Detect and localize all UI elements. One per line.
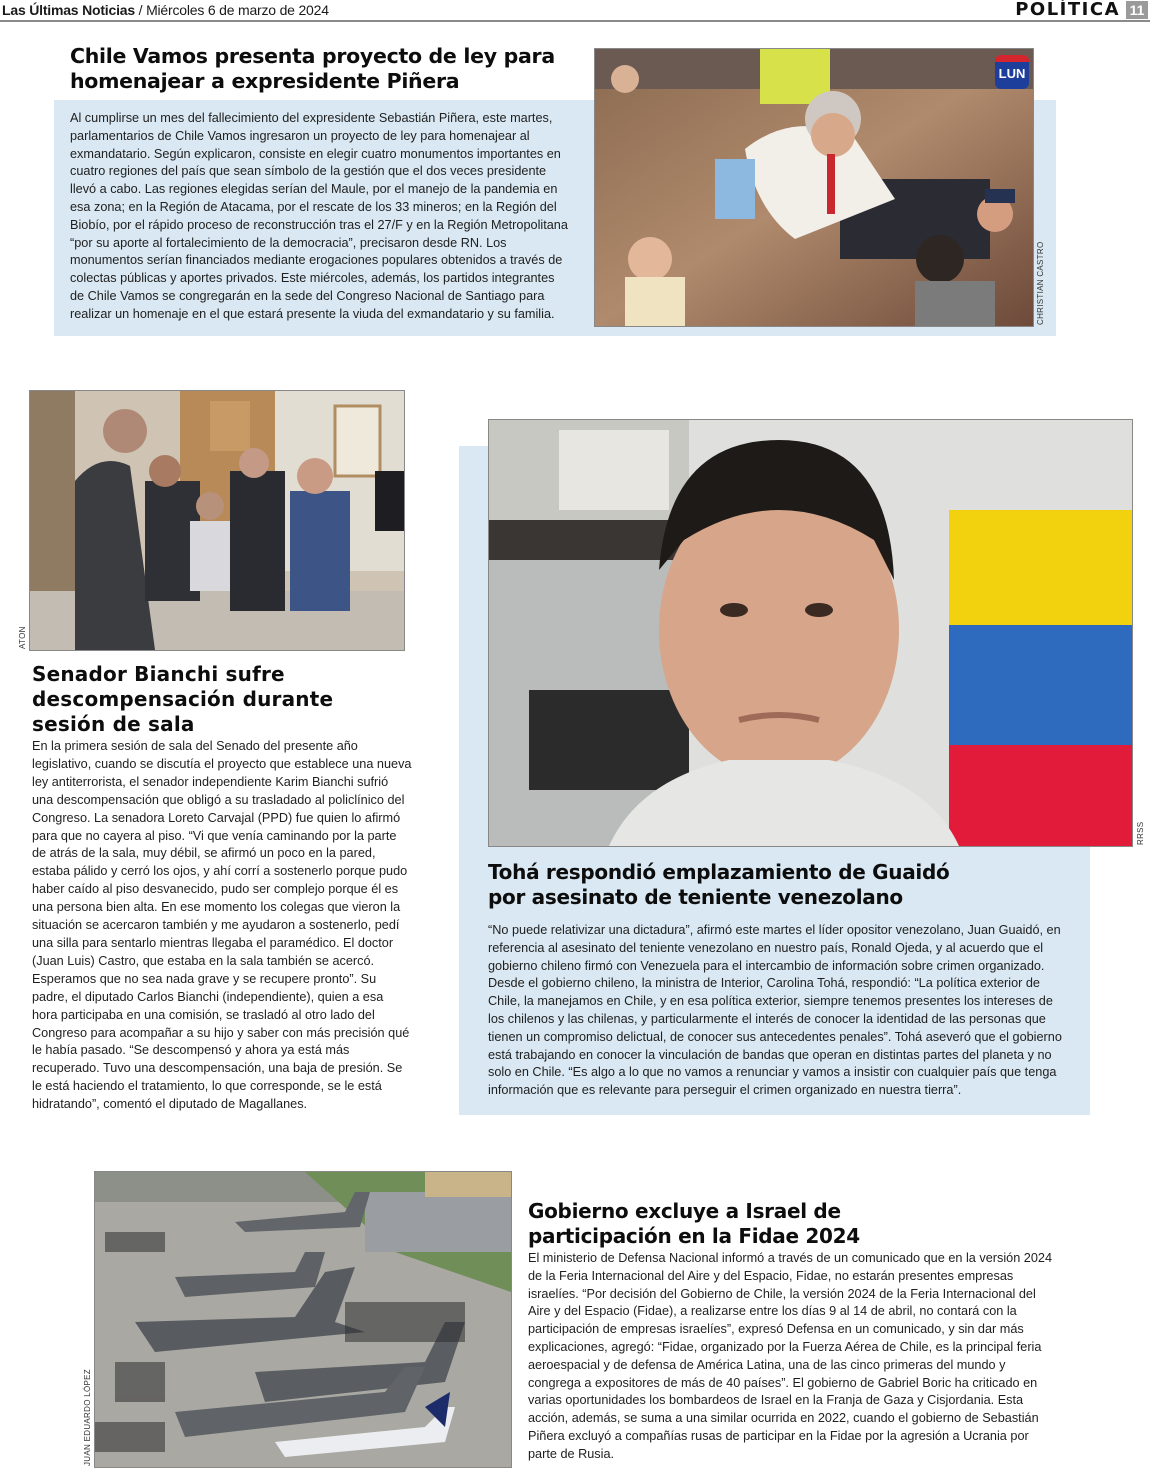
photo-credit-rrss: RRSS bbox=[1136, 821, 1145, 845]
headline-line: Gobierno excluye a Israel de bbox=[528, 1199, 841, 1223]
headline-line: descompensación durante bbox=[32, 687, 334, 711]
article-fidae-body: El ministerio de Defensa Nacional informó a través de un comunicado que en la versión 2024 de la Feria Internacional del Aire y del Espacio, Fidae, no estarán presentes empresas israelíes. “Por decisión del Gobierno de Chile, la versión 2024 de la Feria Internacional del Aire y del Espacio (Fidae), a realizarse entre los días 9 al 14 de abril, no contará con la participación de empresas israelíes”, expresó Defensa en un comunicado, y sin dar más explicaciones, agregó: “Fidae, organizado por la Fuerza Aérea de Chile, es la principal feria aeroespacial y de defensa de América Latina, una de las cinco primeras del mundo y congrega a expositores de más de 40 países”. El gobierno de Gabriel Boric ha criticado en varias oportunidades los bombardeos de Israel en la Franja de Gaza y Cisjordania. Esta acción, además, se suma a una similar ocurrida en 2022, cuando el gobierno de Sebastián Piñera excluyó a compañías rusas de participar en la Fidae por la agresión a Ucrania por parte de Rusia. bbox=[528, 1251, 1053, 1461]
headline-line: sesión de sala bbox=[32, 712, 195, 736]
article-bianchi-headline bbox=[32, 662, 422, 737]
bianchi-photo-image bbox=[30, 391, 404, 650]
section-title: POLÍTICA bbox=[1015, 0, 1120, 20]
bianchi-photo bbox=[29, 390, 405, 651]
pinera-photo-image bbox=[595, 49, 1033, 326]
photo-credit-christian-castro: CHRISTIAN CASTRO bbox=[1036, 241, 1045, 325]
publication-line bbox=[2, 2, 329, 18]
article-fidae-headline bbox=[528, 1199, 1068, 1249]
issue-date: Miércoles 6 de marzo de 2024 bbox=[146, 2, 329, 18]
ojeda-photo-image bbox=[489, 420, 1132, 846]
headline-line: Chile Vamos presenta proyecto de ley para bbox=[70, 44, 555, 68]
lun-logo-badge: LUN bbox=[995, 55, 1029, 89]
masthead bbox=[0, 0, 1150, 22]
photo-credit-juan-eduardo-lopez: JUAN EDUARDO LÓPEZ bbox=[83, 1369, 92, 1466]
fidae-photo bbox=[94, 1171, 512, 1468]
headline-line: homenajear a expresidente Piñera bbox=[70, 69, 460, 93]
article-toha-body: “No puede relativizar una dictadura”, afirmó este martes el líder opositor venezolano, Juan Guaidó, en referencia al asesinato del teniente venezolano en nuestro país, Ronald Ojeda, y al acuerdo que el gobierno chileno firmó con Venezuela para el intercambio de información sobre crimen organizado. Desde el gobierno chileno, la ministra de Interior, Carolina Tohá, respondió: “La política exterior de Chile, la manejamos en Chile, y en esa política exterior, siempre tenemos presentes los intereses de los chilenos y las chilenas, y particularmente el interés de conocer la identidad de las personas que tienen un compromiso delictual, de conocer sus antecedentes penales”. Tohá aseveró que el gobierno está trabajando en conocer la vinculación de bandas que operan en distintas partes del planeta y no solo en Chile. “Es algo a lo que no vamos a renunciar y vamos a insistir con cualquier país que tenga información que es relevante para perseguir el crimen organizado en nuestra tierra”. bbox=[488, 923, 1062, 1098]
publication-name: Las Últimas Noticias bbox=[2, 2, 135, 18]
article-bianchi-body: En la primera sesión de sala del Senado del presente año legislativo, cuando se discutía el proyecto que establece una nueva ley antiterrorista, el senador independiente Karim Bianchi sufrió una descompensación que obligó a su trasladado al policlínico del Congreso. La senadora Loreto Carvajal (PPD) fue quien lo afirmó para que no cayera al piso. “Vi que venía caminando por la parte de atrás de la sala, muy débil, se afirmó un poco en la pared, estaba pálido y cerró los ojos, y ahí corrí a sostenerlo porque pudo haber caído al piso desvanecido, pudo ser complejo porque él es una persona bien alta. En ese momento los colegas que vieron la situación se acercaron también y me ayudaron a sostenerlo, pedí una silla para sentarlo mientras llegaba el paramédico. El doctor (Juan Luis) Castro, que estaba en la sala también se acercó. Esperamos que no sea nada grave y se recupere pronto”. Su padre, el diputado Carlos Bianchi (independiente), quien a esa hora participaba en una comisión, se trasladó al otro lado del Congreso para acompañar a su hijo y saber con más precisión qué le había pasado. “Se descompensó y ahora ya está más recuperado. Tuvo una descompensación, una baja de presión. Se le está haciendo el tratamiento, lo que corresponde, se le está hidratando”, comentó el diputado de Magallanes. bbox=[32, 739, 412, 1112]
header-separator: / bbox=[138, 2, 143, 18]
page-number: 11 bbox=[1126, 1, 1148, 19]
headline-line: Tohá respondió emplazamiento de Guaidó bbox=[488, 860, 950, 884]
headline-line: Senador Bianchi sufre bbox=[32, 662, 285, 686]
article-chile-vamos-headline bbox=[70, 44, 590, 94]
photo-credit-aton: ATON bbox=[18, 626, 27, 649]
fidae-photo-image bbox=[95, 1172, 511, 1467]
pinera-photo bbox=[594, 48, 1034, 327]
headline-line: participación en la Fidae 2024 bbox=[528, 1224, 860, 1248]
article-chile-vamos-body: Al cumplirse un mes del fallecimiento del expresidente Sebastián Piñera, este martes, parlamentarios de Chile Vamos ingresaron un proyecto de ley para homenajear al exmandatario. Según explicaron, consiste en elegir cuatro monumentos importantes en cuatro regiones del país que sean símbolo de la gestión que el dos veces presidente llevó a cabo. Las regiones elegidas serían del Maule, por el manejo de la pandemia en esa zona; en la Región de Atacama, por el rescate de los 33 mineros; en la Región del Biobío, por el rápido proceso de reconstrucción tras el 27/F y en la Región Metropolitana “por su aporte al fortalecimiento de la democracia”, precisaron desde RN. Los monumentos serían financiados mediante erogaciones populares obtenidos a través de colectas públicas y aportes privados. Este miércoles, además, los partidos integrantes de Chile Vamos se congregarán en la sede del Congreso Nacional de Santiago para realizar un homenaje en el que estará presente la viuda del exmandatario y su familia. bbox=[70, 111, 568, 321]
ojeda-photo bbox=[488, 419, 1133, 847]
article-toha-headline bbox=[488, 860, 1078, 910]
headline-line: por asesinato de teniente venezolano bbox=[488, 885, 903, 909]
